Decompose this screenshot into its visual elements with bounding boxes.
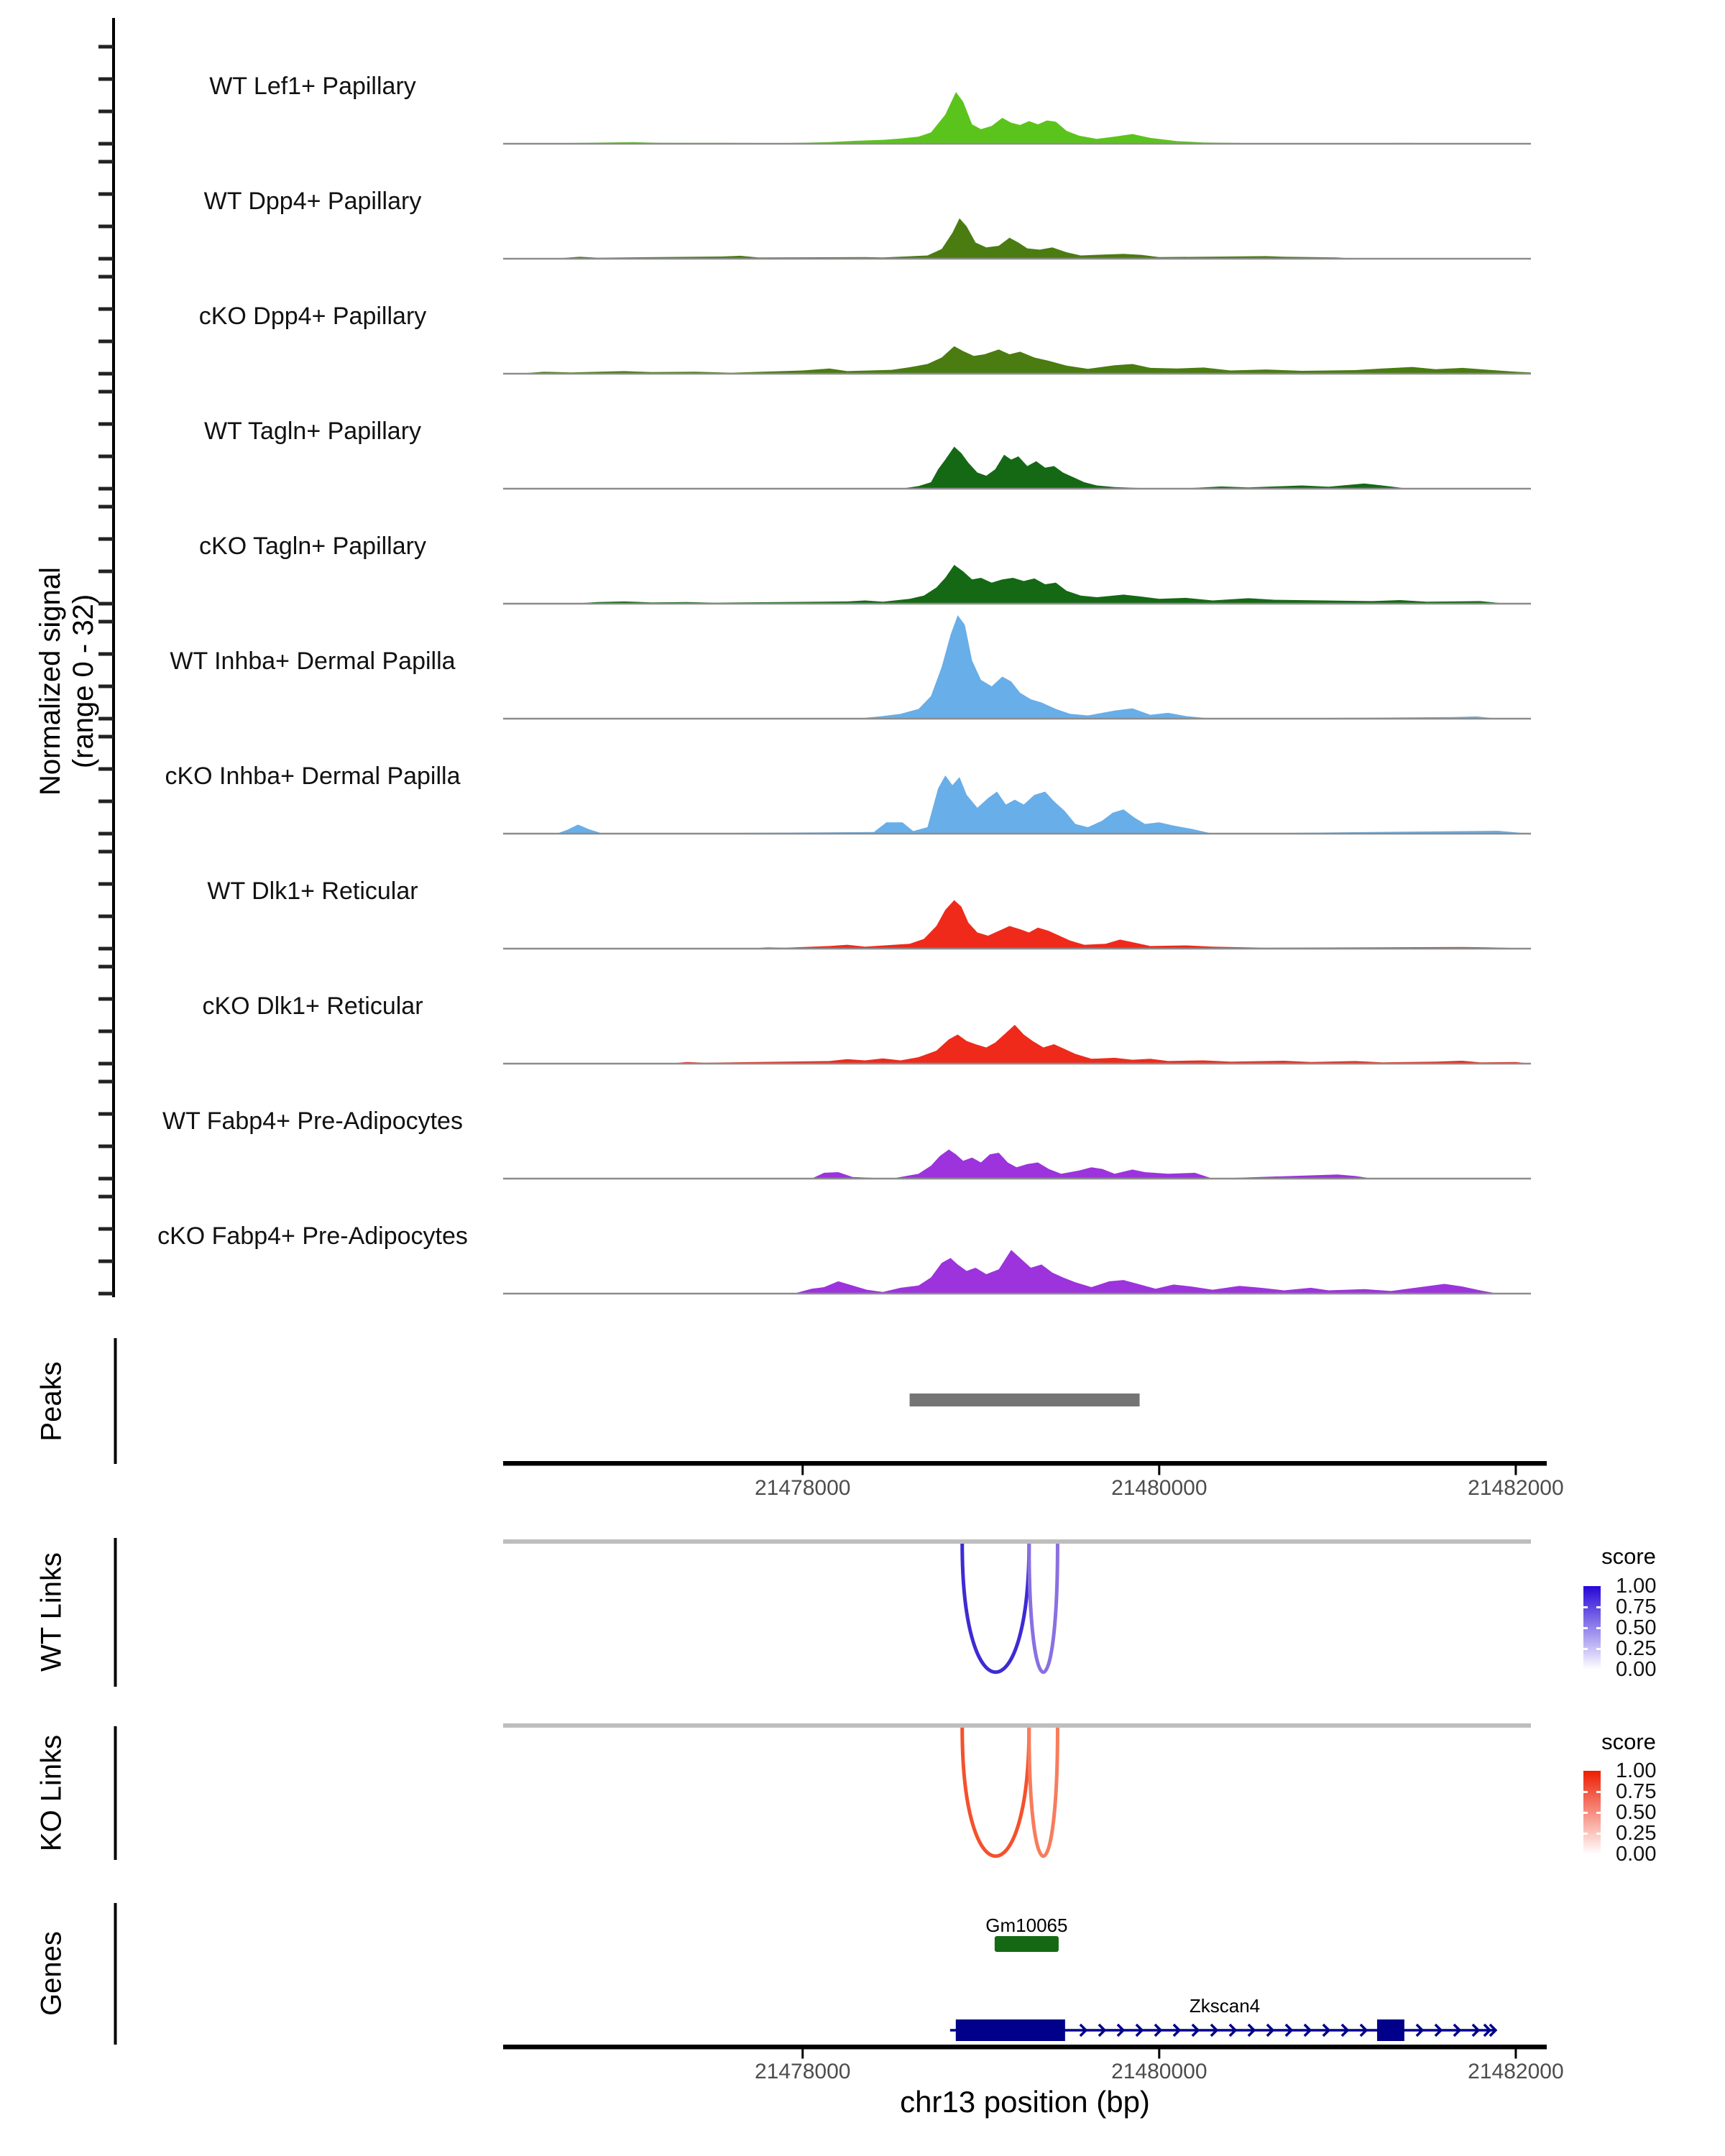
legend-tick-label: 0.00 <box>1616 1658 1657 1681</box>
gene-name-label: Gm10065 <box>985 1915 1068 1936</box>
wt-links-section-label: WT Links <box>35 1552 68 1672</box>
bottom-axis-tick-label: 21480000 <box>1111 2060 1208 2083</box>
signal-area <box>571 565 1506 604</box>
legend-tick-label: 0.50 <box>1616 1616 1657 1639</box>
track-label: WT Fabp4+ Pre-Adipocytes <box>162 1107 463 1135</box>
legend-tick-icon <box>1583 1648 1588 1650</box>
track-label: cKO Fabp4+ Pre-Adipocytes <box>157 1222 468 1250</box>
ko-links-section-label: KO Links <box>35 1734 68 1852</box>
peaks-axis-tick-label: 21480000 <box>1111 1476 1208 1500</box>
signal-area <box>856 615 1498 719</box>
track-label: WT Tagln+ Papillary <box>203 418 422 445</box>
legend-tick-icon <box>1596 1606 1601 1608</box>
y-axis-label-line1: Normalized signal <box>34 567 66 796</box>
legend-tick-icon <box>1596 1648 1601 1650</box>
track-label: cKO Dlk1+ Reticular <box>202 992 423 1020</box>
gene-exon-zkscan4 <box>1377 2019 1404 2041</box>
track-label: WT Inhba+ Dermal Papilla <box>170 648 456 675</box>
ko-legend-title: score <box>1601 1729 1656 1754</box>
track-label: WT Dlk1+ Reticular <box>207 877 418 905</box>
peaks-axis-tick <box>1514 1466 1517 1475</box>
x-axis-title: chr13 position (bp) <box>900 2085 1150 2119</box>
gene-exon-zkscan4 <box>956 2019 1065 2041</box>
signal-area <box>811 1150 1373 1179</box>
bottom-axis-line <box>503 2045 1547 2050</box>
signal-area <box>526 92 1445 144</box>
signal-area <box>553 218 1356 259</box>
peaks-axis-tick-label: 21478000 <box>754 1476 851 1500</box>
peaks-axis-line <box>503 1461 1547 1466</box>
legend-tick-label: 1.00 <box>1616 1759 1657 1782</box>
gene-body-gm10065 <box>995 1936 1059 1952</box>
peak-region-bar <box>910 1393 1140 1406</box>
legend-tick-label: 0.25 <box>1616 1637 1657 1660</box>
legend-tick-label: 0.75 <box>1616 1595 1657 1618</box>
legend-tick-icon <box>1583 1812 1588 1814</box>
signal-area <box>669 1025 1531 1064</box>
y-axis-label <box>34 567 100 796</box>
peaks-section-label: Peaks <box>35 1361 68 1442</box>
signal-area <box>518 346 1531 374</box>
legend-tick-label: 0.25 <box>1616 1822 1657 1845</box>
signal-area <box>749 900 1531 949</box>
track-label: cKO Inhba+ Dermal Papilla <box>165 763 461 790</box>
legend-tick-label: 0.00 <box>1616 1843 1657 1866</box>
peaks-axis-tick <box>801 1466 804 1475</box>
signal-area <box>794 1250 1498 1294</box>
genes-section-label: Genes <box>35 1931 68 2016</box>
ko-link-arc <box>962 1728 1029 1856</box>
bottom-axis-tick <box>1158 2050 1160 2059</box>
signal-area <box>556 775 1531 834</box>
legend-tick-icon <box>1583 1606 1588 1608</box>
legend-tick-icon <box>1583 1627 1588 1629</box>
legend-tick-label: 0.50 <box>1616 1801 1657 1824</box>
wt-link-arc <box>1029 1544 1058 1672</box>
y-axis-label-line2: (range 0 - 32) <box>68 594 99 769</box>
wt-link-arc <box>962 1544 1029 1672</box>
track-label: cKO Dpp4+ Papillary <box>198 303 427 330</box>
bottom-axis-tick <box>801 2050 804 2059</box>
legend-tick-label: 0.75 <box>1616 1780 1657 1803</box>
bottom-axis-tick-label: 21482000 <box>1468 2060 1564 2083</box>
track-label: WT Lef1+ Papillary <box>209 73 416 100</box>
legend-tick-icon <box>1596 1833 1601 1835</box>
track-label: cKO Tagln+ Papillary <box>199 533 426 560</box>
gene-name-label: Zkscan4 <box>1189 1995 1261 2017</box>
bottom-axis-tick <box>1514 2050 1517 2059</box>
peaks-axis-tick <box>1158 1466 1160 1475</box>
signal-area <box>901 447 1409 489</box>
track-label: WT Dpp4+ Papillary <box>203 188 422 215</box>
legend-tick-icon <box>1583 1791 1588 1793</box>
ko-link-arc <box>1029 1728 1058 1856</box>
legend-tick-icon <box>1596 1627 1601 1629</box>
legend-tick-icon <box>1596 1791 1601 1793</box>
bottom-axis-tick-label: 21478000 <box>754 2060 851 2083</box>
wt-legend-title: score <box>1601 1544 1656 1569</box>
legend-tick-icon <box>1583 1833 1588 1835</box>
peaks-axis-tick-label: 21482000 <box>1468 1476 1564 1500</box>
legend-tick-label: 1.00 <box>1616 1575 1657 1598</box>
legend-tick-icon <box>1596 1812 1601 1814</box>
